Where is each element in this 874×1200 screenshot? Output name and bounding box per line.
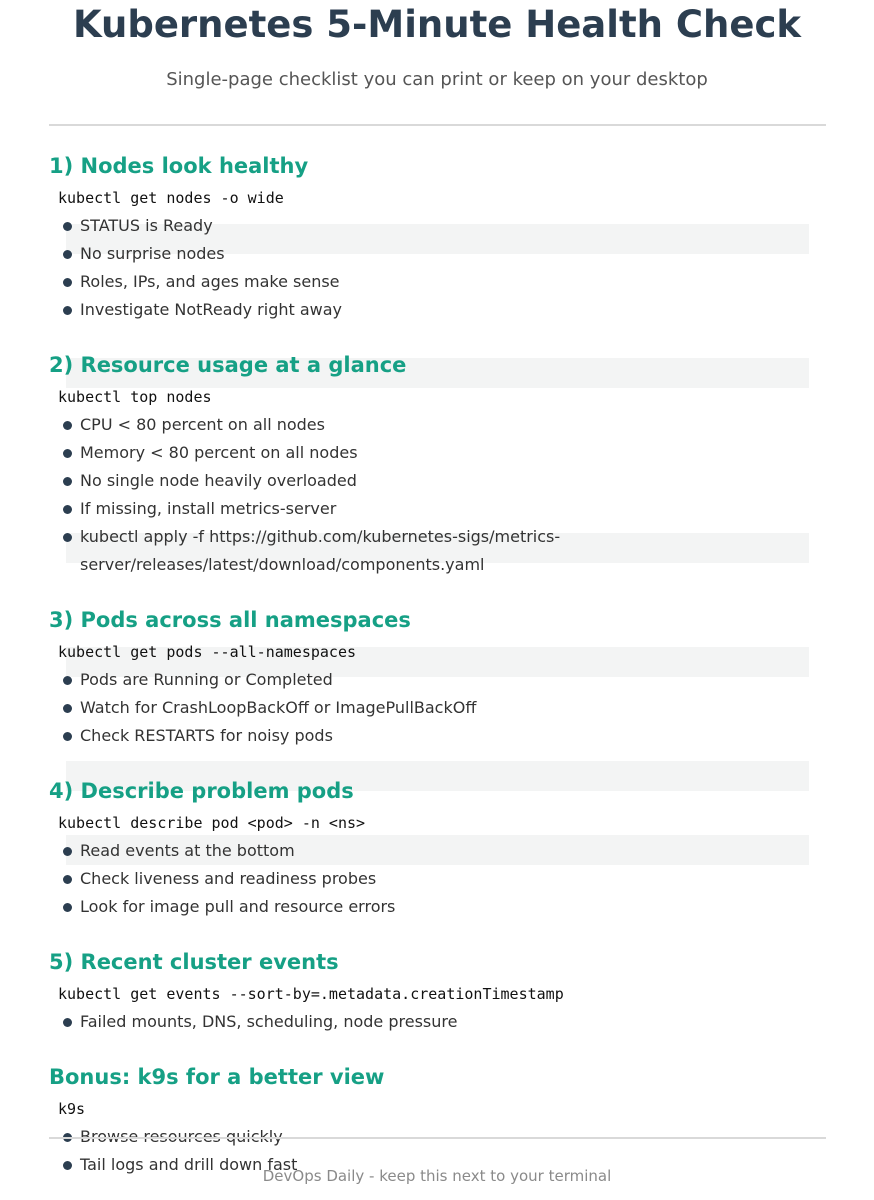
list-item: Look for image pull and resource errors — [49, 893, 600, 921]
command: kubectl get nodes -o wide — [58, 189, 284, 207]
list-item: Investigate NotReady right away — [49, 296, 600, 324]
footer-divider — [49, 1137, 826, 1139]
header-divider — [49, 124, 826, 126]
command: kubectl top nodes — [58, 388, 212, 406]
list-item: Tail logs and drill down fast — [49, 1151, 600, 1179]
footer-note: DevOps Daily - keep this next to your terminal — [262, 1167, 612, 1185]
command: kubectl get events --sort-by=.metadata.creationTimestamp — [58, 985, 564, 1003]
list-item: Check RESTARTS for noisy pods — [49, 722, 600, 750]
checklist-items — [49, 1008, 826, 1036]
section-describe-pods — [49, 773, 826, 921]
section-title: 3) Pods across all namespaces — [49, 608, 411, 632]
list-item: STATUS is Ready — [49, 212, 600, 240]
list-item: Roles, IPs, and ages make sense — [49, 268, 600, 296]
command: k9s — [58, 1100, 86, 1118]
list-item: Memory < 80 percent on all nodes — [49, 439, 600, 467]
section-title: 5) Recent cluster events — [49, 950, 339, 974]
section-events — [49, 944, 826, 1036]
section-nodes — [49, 148, 826, 324]
section-bonus-k9s — [49, 1059, 826, 1179]
command: kubectl get pods --all-namespaces — [58, 643, 357, 661]
list-item: No surprise nodes — [49, 240, 600, 268]
command: kubectl describe pod <pod> -n <ns> — [58, 814, 366, 832]
section-title: 1) Nodes look healthy — [49, 154, 309, 178]
page-subtitle: Single-page checklist you can print or keep on your desktop — [166, 69, 708, 90]
checklist — [49, 148, 826, 1179]
page-title: Kubernetes 5-Minute Health Check — [72, 3, 801, 46]
checklist-items — [49, 666, 826, 750]
list-item: Watch for CrashLoopBackOff or ImagePullBackOff — [49, 694, 600, 722]
list-item: CPU < 80 percent on all nodes — [49, 411, 600, 439]
list-item: Pods are Running or Completed — [49, 666, 600, 694]
section-title: 4) Describe problem pods — [49, 779, 354, 803]
checklist-items — [49, 837, 826, 921]
checklist-items — [49, 411, 826, 579]
section-resource-usage — [49, 347, 826, 579]
list-item: Read events at the bottom — [49, 837, 600, 865]
list-item: kubectl apply -f https://github.com/kubernetes-sigs/metrics-server/releases/latest/download/components.yaml — [49, 523, 580, 579]
section-title: Bonus: k9s for a better view — [49, 1065, 385, 1089]
checklist-items — [49, 212, 826, 324]
section-title: 2) Resource usage at a glance — [49, 353, 407, 377]
list-item: No single node heavily overloaded — [49, 467, 600, 495]
section-pods — [49, 602, 826, 750]
list-item: Failed mounts, DNS, scheduling, node pressure — [49, 1008, 600, 1036]
list-item: Check liveness and readiness probes — [49, 865, 600, 893]
list-item: If missing, install metrics-server — [49, 495, 600, 523]
